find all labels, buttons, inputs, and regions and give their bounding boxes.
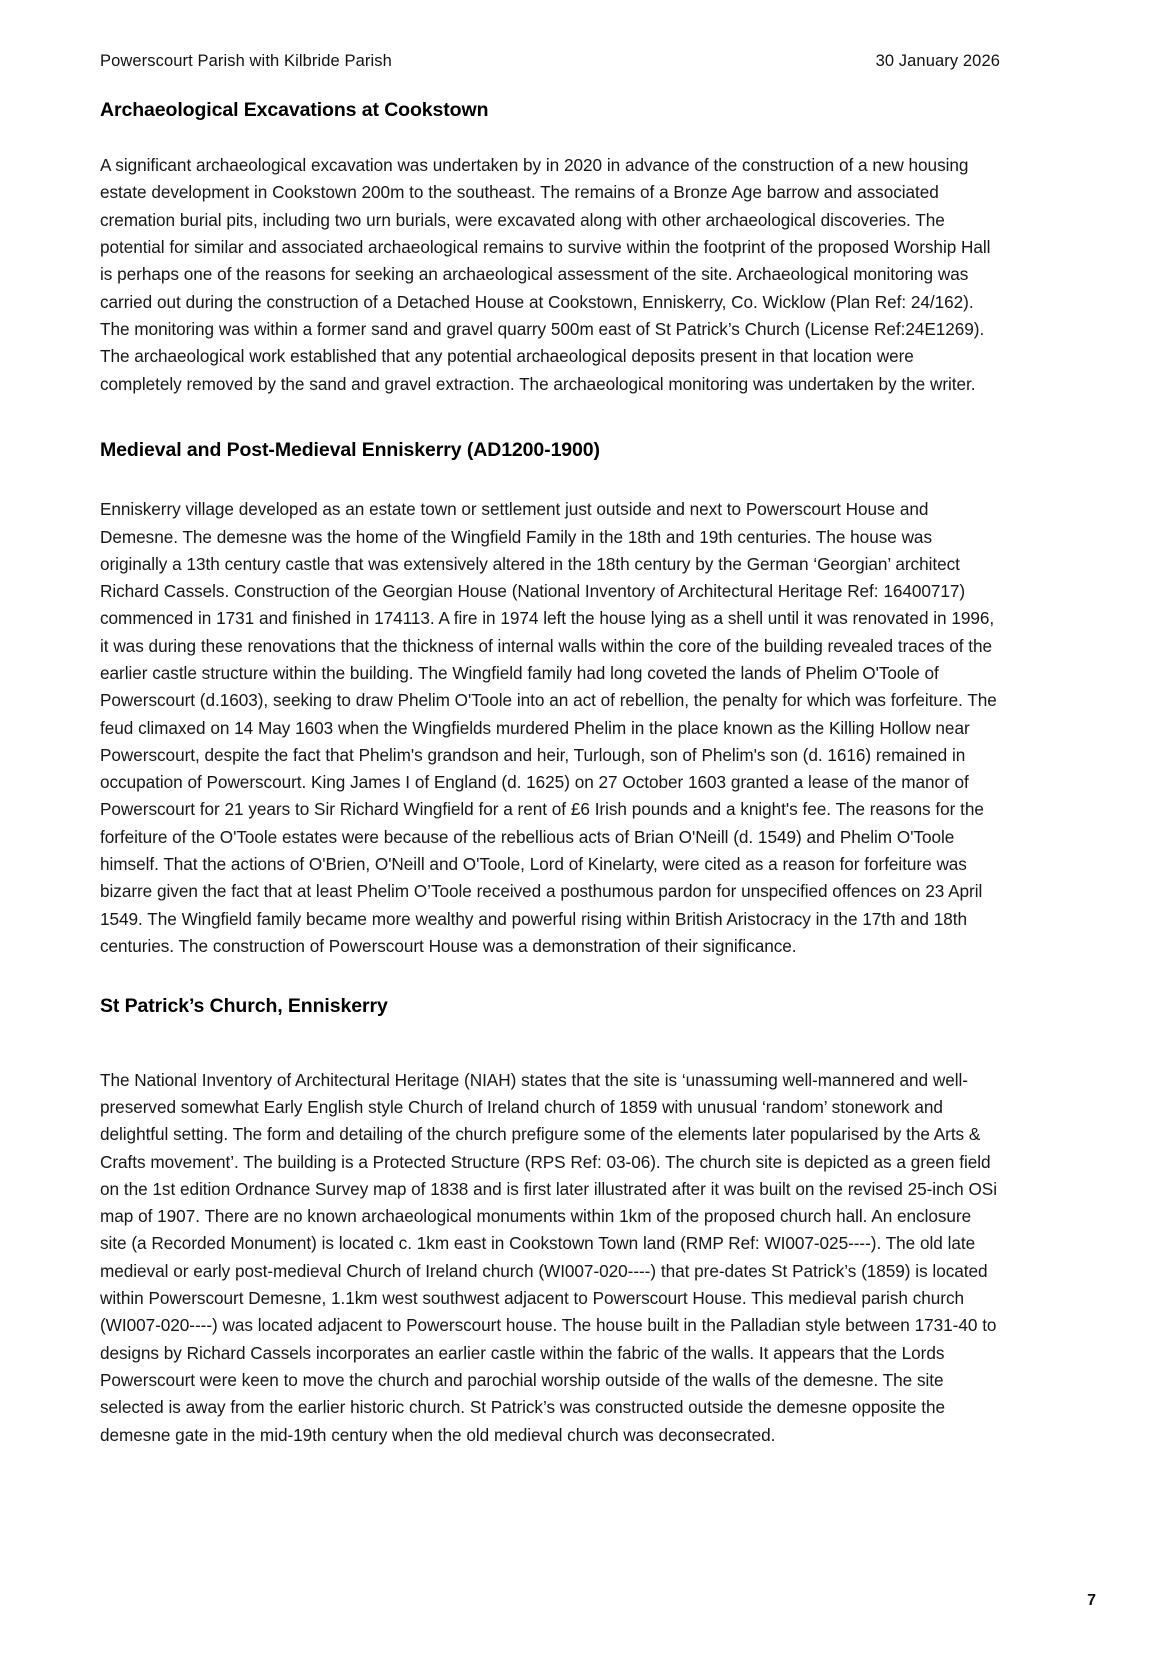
section-body-excavations-block: [100, 152, 1000, 398]
paragraph-spacer: [100, 960, 1000, 994]
running-header: [100, 52, 1000, 72]
heading-spacer: [100, 1019, 1000, 1067]
header-parish-name: Powerscourt Parish with Kilbride Parish: [100, 52, 392, 70]
section-body-st-patricks-block: [100, 1067, 1000, 1449]
heading-spacer: [100, 122, 1000, 152]
heading-spacer: [100, 462, 1000, 496]
section-heading-medieval: Medieval and Post-Medieval Enniskerry (AD1200-1900): [100, 438, 600, 461]
page-number: 7: [1087, 1592, 1096, 1609]
section-body-medieval-block: [100, 496, 1000, 960]
page-content: [100, 52, 1000, 1449]
header-date: 30 January 2026: [875, 52, 1000, 70]
section-body-medieval: Enniskerry village developed as an estate town or settlement just outside and next to Powerscourt House and Demesne. The demesne was the home of the Wingfield Family in the 18th and 19th centuries. The house was originally a 13th century castle that was extensively altered in the 18th century by the German ‘Georgian’ architect Richard Cassels. Construction of the Georgian House (National Inventory of Architectural Heritage Ref: 16400717) commenced in 1731 and finished in 174113. A fire in 1974 left the house lying as a shell until it was renovated in 1996, it was during these renovations that the thickness of internal walls within the core of the building revealed traces of the earlier castle structure within the building. The Wingfield family had long coveted the lands of Phelim O'Toole of Powerscourt (d.1603), seeking to draw Phelim O'Toole into an act of rebellion, the penalty for which was forfeiture. The feud climaxed on 14 May 1603 when the Wingfields murdered Phelim in the place known as the Killing Hollow near Powerscourt, despite the fact that Phelim's grandson and heir, Turlough, son of Phelim's son (d. 1616) remained in occupation of Powerscourt. King James I of England (d. 1625) on 27 October 1603 granted a lease of the manor of Powerscourt for 21 years to Sir Richard Wingfield for a rent of £6 Irish pounds and a knight's fee. The reasons for the forfeiture of the O'Toole estates were because of the rebellious acts of Brian O'Neill (d. 1549) and Phelim O'Toole himself. That the actions of O'Brien, O'Neill and O'Toole, Lord of Kinelarty, were cited as a reason for forfeiture was bizarre given the fact that at least Phelim O’Toole received a posthumous pardon for unspecified offences on 23 April 1549. The Wingfield family became more wealthy and powerful rising within British Aristocracy in the 17th and 18th centuries. The construction of Powerscourt House was a demonstration of their significance.: [100, 499, 997, 956]
section-body-excavations: A significant archaeological excavation was undertaken by in 2020 in advance of the construction of a new housing estate development in Cookstown 200m to the southeast. The remains of a Bronze Age barrow and associated cremation burial pits, including two urn burials, were excavated along with other archaeological discoveries. The potential for similar and associated archaeological remains to survive within the footprint of the proposed Worship Hall is perhaps one of the reasons for seeking an archaeological assessment of the site. Archaeological monitoring was carried out during the construction of a Detached House at Cookstown, Enniskerry, Co. Wicklow (Plan Ref: 24/162). The monitoring was within a former sand and gravel quarry 500m east of St Patrick’s Church (License Ref:24E1269). The archaeological work established that any potential archaeological deposits present in that location were completely removed by the sand and gravel extraction. The archaeological monitoring was undertaken by the writer.: [100, 155, 991, 394]
section-heading-st-patricks: St Patrick’s Church, Enniskerry: [100, 995, 388, 1018]
section-body-st-patricks: The National Inventory of Architectural Heritage (NIAH) states that the site is ‘unassuming well-mannered and well-preserved somewhat Early English style Church of Ireland church of 1859 with unusual ‘random’ stonework and delightful setting. The form and detailing of the church prefigure some of the elements later popularised by the Arts & Crafts movement’. The building is a Protected Structure (RPS Ref: 03-06). The church site is depicted as a green field on the 1st edition Ordnance Survey map of 1838 and is first later illustrated after it was built on the revised 25-inch OSi map of 1907. There are no known archaeological monuments within 1km of the proposed church hall. An enclosure site (a Recorded Monument) is located c. 1km east in Cookstown Town land (RMP Ref: WI007-025----). The old late medieval or early post-medieval Church of Ireland church (WI007-020----) that pre-dates St Patrick’s (1859) is located within Powerscourt Demesne, 1.1km west southwest adjacent to Powerscourt House. This medieval parish church (WI007-020----) was located adjacent to Powerscourt house. The house built in the Palladian style between 1731-40 to designs by Richard Cassels incorporates an earlier castle within the fabric of the walls. It appears that the Lords Powerscourt were keen to move the church and parochial worship outside of the walls of the demesne. The site selected is away from the earlier historic church. St Patrick’s was constructed outside the demesne opposite the demesne gate in the mid-19th century when the old medieval church was deconsecrated.: [100, 1069, 997, 1445]
section-heading-excavations: Archaeological Excavations at Cookstown: [100, 98, 489, 121]
paragraph-spacer: [100, 398, 1000, 438]
